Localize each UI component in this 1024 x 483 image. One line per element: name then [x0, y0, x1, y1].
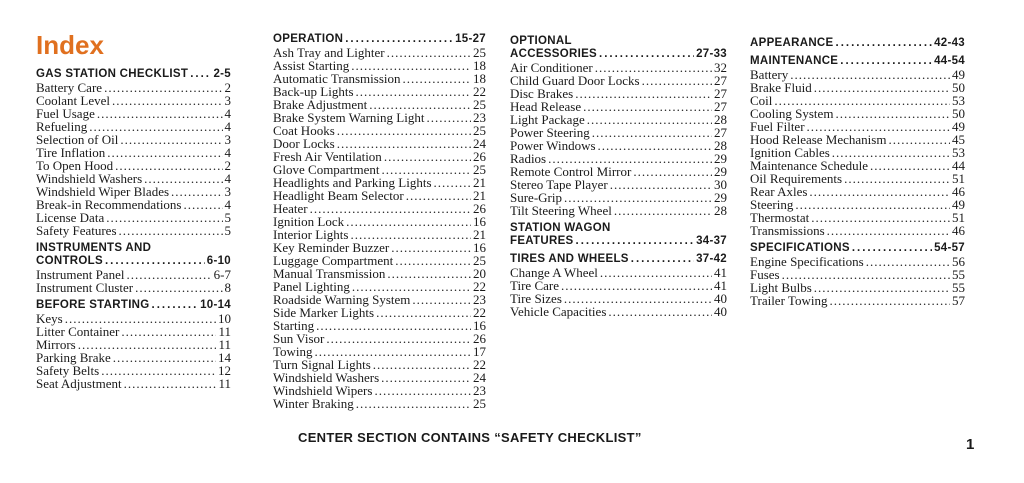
- index-entry-page: 4: [224, 119, 231, 134]
- section-header-label: BEFORE STARTING: [36, 299, 150, 311]
- section-header-pages: 34-37: [696, 235, 727, 247]
- leader-dots: [829, 294, 950, 307]
- index-entry-page: 11: [218, 337, 231, 352]
- index-entry-page: 49: [952, 197, 965, 212]
- index-entry-page: 6-7: [213, 267, 231, 282]
- leader-dots: [561, 279, 712, 292]
- index-entry-page: 29: [714, 190, 727, 205]
- index-entry-label: Sure-Grip: [510, 190, 562, 205]
- index-entry-page: 28: [714, 112, 727, 127]
- index-entry-page: 29: [714, 151, 727, 166]
- index-entry-label: Turn Signal Lights: [273, 357, 371, 372]
- index-entry-page: 51: [952, 171, 965, 186]
- leader-dots: [576, 235, 695, 248]
- section-header-pages: 2-5: [213, 68, 231, 80]
- index-entry-page: 17: [473, 344, 486, 359]
- index-entry-page: 25: [473, 97, 486, 112]
- index-entry-label: Steering: [750, 197, 794, 212]
- leader-dots: [326, 332, 471, 345]
- leader-dots: [190, 68, 211, 81]
- index-entry-page: 21: [473, 227, 486, 242]
- leader-dots: [121, 325, 216, 338]
- section-header: [750, 37, 965, 50]
- index-entry-label: Instrument Cluster: [36, 280, 134, 295]
- index-entry-label: Tire Care: [510, 278, 559, 293]
- index-entry-page: 16: [473, 318, 486, 333]
- index-column-1: [36, 68, 231, 390]
- leader-dots: [135, 281, 222, 294]
- leader-dots: [814, 81, 950, 94]
- section-header-line: STATION WAGON: [510, 222, 611, 234]
- index-entry-label: Windshield Washers: [36, 171, 143, 186]
- leader-dots: [795, 198, 950, 211]
- index-entry-label: Panel Lighting: [273, 279, 350, 294]
- leader-dots: [426, 111, 471, 124]
- index-entry-label: Tire Sizes: [510, 291, 562, 306]
- index-entry-page: 40: [714, 291, 727, 306]
- index-entry-page: 8: [224, 280, 231, 295]
- index-entry-page: 27: [714, 86, 727, 101]
- index-entry-label: Ash Tray and Lighter: [273, 45, 385, 60]
- index-entry-page: 55: [952, 280, 965, 295]
- leader-dots: [866, 255, 950, 268]
- index-entry-label: Break-in Recommendations: [36, 197, 182, 212]
- index-entry-page: 16: [473, 240, 486, 255]
- index-entry-label: Rear Axles: [750, 184, 808, 199]
- leader-dots: [126, 268, 211, 281]
- leader-dots: [598, 139, 712, 152]
- index-entry-page: 53: [952, 145, 965, 160]
- index-entry-page: 40: [714, 304, 727, 319]
- section-header-pages: 6-10: [206, 255, 231, 267]
- index-entry-label: Fuel Filter: [750, 119, 805, 134]
- leader-dots: [888, 133, 950, 146]
- leader-dots: [642, 74, 712, 87]
- index-entry-label: License Data: [36, 210, 105, 225]
- section-header-label: APPEARANCE: [750, 37, 834, 49]
- leader-dots: [844, 172, 950, 185]
- index-entry-page: 56: [952, 254, 965, 269]
- leader-dots: [346, 215, 471, 228]
- index-entry-label: Roadside Warning System: [273, 292, 411, 307]
- page-title: Index: [36, 30, 104, 60]
- index-entry-label: Battery: [750, 67, 789, 82]
- index-entry: [750, 81, 965, 94]
- index-entry-page: 55: [952, 267, 965, 282]
- index-entry: [273, 397, 486, 410]
- index-entry-page: 26: [473, 331, 486, 346]
- index-entry-page: 20: [473, 266, 486, 281]
- index-column-4: [750, 37, 965, 307]
- index-entry-page: 27: [714, 73, 727, 88]
- leader-dots: [97, 107, 223, 120]
- index-entry: [750, 224, 965, 237]
- index-entry-label: Windshield Wiper Blades: [36, 184, 170, 199]
- leader-dots: [381, 371, 471, 384]
- leader-dots: [835, 107, 950, 120]
- leader-dots: [395, 254, 471, 267]
- index-entry-page: 5: [224, 223, 231, 238]
- leader-dots: [610, 178, 712, 191]
- leader-dots: [575, 87, 712, 100]
- index-entry-label: Brake Fluid: [750, 80, 812, 95]
- leader-dots: [391, 241, 471, 254]
- section-header-label: SPECIFICATIONS: [750, 242, 850, 254]
- index-entry-page: 4: [224, 197, 231, 212]
- index-entry-label: Seat Adjustment: [36, 376, 122, 391]
- index-entry-page: 22: [473, 279, 486, 294]
- section-header: [510, 235, 727, 248]
- index-entry-page: 22: [473, 305, 486, 320]
- index-entry-label: Headlights and Parking Lights: [273, 175, 432, 190]
- leader-dots: [587, 113, 712, 126]
- leader-dots: [583, 100, 712, 113]
- index-entry-page: 28: [714, 203, 727, 218]
- index-entry-label: Ignition Lock: [273, 214, 345, 229]
- leader-dots: [406, 189, 471, 202]
- index-entry-label: Safety Belts: [36, 363, 100, 378]
- index-entry-page: 30: [714, 177, 727, 192]
- leader-dots: [614, 204, 712, 217]
- index-entry-page: 25: [473, 396, 486, 411]
- index-entry-label: Trailer Towing: [750, 293, 828, 308]
- index-entry-label: Coat Hooks: [273, 123, 335, 138]
- index-entry-page: 16: [473, 214, 486, 229]
- leader-dots: [600, 266, 712, 279]
- index-entry: [750, 255, 965, 268]
- index-entry-label: To Open Hood: [36, 158, 114, 173]
- index-entry-label: Refueling: [36, 119, 88, 134]
- page-number: 1: [966, 436, 975, 453]
- leader-dots: [870, 159, 950, 172]
- index-entry-label: Coolant Level: [36, 93, 111, 108]
- index-entry-page: 26: [473, 201, 486, 216]
- leader-dots: [403, 72, 472, 85]
- index-entry-page: 28: [714, 138, 727, 153]
- index-entry-label: Cooling System: [750, 106, 834, 121]
- index-entry-page: 49: [952, 119, 965, 134]
- index-entry-label: Towing: [273, 344, 313, 359]
- index-entry-page: 21: [473, 188, 486, 203]
- index-column-2: [273, 33, 486, 410]
- index-entry-label: Interior Lights: [273, 227, 349, 242]
- section-header-label: TIRES AND WHEELS: [510, 253, 629, 265]
- index-entry-page: 27: [714, 125, 727, 140]
- index-entry-label: Automatic Transmission: [273, 71, 401, 86]
- index-entry-label: Luggage Compartment: [273, 253, 394, 268]
- section-header-label: GAS STATION CHECKLIST: [36, 68, 189, 80]
- index-entry-page: 23: [473, 383, 486, 398]
- index-entry-page: 46: [952, 184, 965, 199]
- leader-dots: [387, 267, 471, 280]
- section-header-label: MAINTENANCE: [750, 55, 839, 67]
- index-entry-label: Mirrors: [36, 337, 76, 352]
- index-entry-page: 5: [224, 210, 231, 225]
- index-entry-page: 57: [952, 293, 965, 308]
- index-entry-page: 12: [218, 363, 231, 378]
- index-entry-label: Headlight Beam Selector: [273, 188, 404, 203]
- leader-dots: [373, 358, 471, 371]
- index-entry-label: Radios: [510, 151, 547, 166]
- index-entry-page: 32: [714, 60, 727, 75]
- section-header: [36, 299, 231, 312]
- section-header-pages: 27-33: [696, 48, 727, 60]
- leader-dots: [827, 224, 950, 237]
- index-entry-label: Safety Features: [36, 223, 117, 238]
- index-entry-page: 11: [218, 376, 231, 391]
- index-entry-label: Instrument Panel: [36, 267, 125, 282]
- section-header-pages: 42-43: [934, 37, 965, 49]
- leader-dots: [631, 253, 694, 266]
- leader-dots: [387, 46, 471, 59]
- leader-dots: [124, 377, 217, 390]
- index-entry-page: 18: [473, 71, 486, 86]
- index-entry: [36, 281, 231, 294]
- index-entry-label: Air Conditioner: [510, 60, 593, 75]
- index-entry-label: Remote Control Mirror: [510, 164, 632, 179]
- index-entry-page: 3: [224, 93, 231, 108]
- index-entry-label: Fuses: [750, 267, 780, 282]
- index-entry-label: Heater: [273, 201, 308, 216]
- index-entry-page: 18: [473, 58, 486, 73]
- leader-dots: [107, 146, 222, 159]
- leader-dots: [316, 319, 471, 332]
- section-header-label: CONTROLS: [36, 255, 103, 267]
- index-entry-label: Thermostat: [750, 210, 810, 225]
- section-header-pages: 37-42: [696, 253, 727, 265]
- index-entry-label: Glove Compartment: [273, 162, 380, 177]
- index-entry-page: 46: [952, 223, 965, 238]
- index-entry-label: Transmissions: [750, 223, 825, 238]
- leader-dots: [376, 306, 471, 319]
- index-entry-page: 11: [218, 324, 231, 339]
- footer-note: CENTER SECTION CONTAINS “SAFETY CHECKLIST”: [298, 430, 642, 445]
- index-entry-label: Brake System Warning Light: [273, 110, 425, 125]
- index-entry-page: 22: [473, 84, 486, 99]
- leader-dots: [384, 150, 471, 163]
- leader-dots: [852, 242, 932, 255]
- index-entry-label: Light Bulbs: [750, 280, 812, 295]
- index-entry-label: Assist Starting: [273, 58, 350, 73]
- index-entry-page: 25: [473, 45, 486, 60]
- index-entry-label: Fresh Air Ventilation: [273, 149, 382, 164]
- leader-dots: [412, 293, 471, 306]
- section-header-label: ACCESSORIES: [510, 48, 598, 60]
- index-entry-page: 3: [224, 132, 231, 147]
- section-header-pages: 15-27: [455, 33, 486, 45]
- index-entry-label: Coil: [750, 93, 773, 108]
- index-entry-page: 51: [952, 210, 965, 225]
- leader-dots: [374, 384, 471, 397]
- index-entry-page: 3: [224, 184, 231, 199]
- index-entry-label: Selection of Oil: [36, 132, 119, 147]
- index-entry: [510, 204, 727, 217]
- index-entry-label: Litter Container: [36, 324, 120, 339]
- index-entry-label: Windshield Wipers: [273, 383, 373, 398]
- index-entry-label: Power Steering: [510, 125, 590, 140]
- leader-dots: [633, 165, 712, 178]
- index-entry-label: Key Reminder Buzzer: [273, 240, 390, 255]
- section-header-line: INSTRUMENTS AND: [36, 242, 152, 254]
- index-entry-page: 24: [473, 370, 486, 385]
- leader-dots: [152, 299, 199, 312]
- index-entry-page: 24: [473, 136, 486, 151]
- index-entry-label: Parking Brake: [36, 350, 111, 365]
- index-entry-label: Side Marker Lights: [273, 305, 375, 320]
- index-entry-page: 23: [473, 292, 486, 307]
- leader-dots: [599, 48, 694, 61]
- leader-dots: [836, 37, 933, 50]
- leader-dots: [840, 55, 932, 68]
- index-entry-label: Starting: [273, 318, 315, 333]
- leader-dots: [592, 126, 712, 139]
- leader-dots: [356, 85, 471, 98]
- leader-dots: [811, 211, 950, 224]
- section-header-pages: 44-54: [934, 55, 965, 67]
- index-entry-page: 41: [714, 265, 727, 280]
- index-entry-page: 4: [224, 145, 231, 160]
- leader-dots: [608, 305, 712, 318]
- index-entry-label: Change A Wheel: [510, 265, 598, 280]
- index-entry-label: Winter Braking: [273, 396, 354, 411]
- index-entry-label: Power Windows: [510, 138, 596, 153]
- index-entry-label: Door Locks: [273, 136, 335, 151]
- index-entry-page: 25: [473, 123, 486, 138]
- index-entry-page: 26: [473, 149, 486, 164]
- index-entry-page: 25: [473, 253, 486, 268]
- index-entry-label: Brake Adjustment: [273, 97, 368, 112]
- index-entry-page: 27: [714, 99, 727, 114]
- leader-dots: [184, 198, 223, 211]
- section-header-line: OPTIONAL: [510, 35, 572, 47]
- index-entry-label: Maintenance Schedule: [750, 158, 869, 173]
- index-entry-page: 2: [224, 80, 231, 95]
- section-header-pages: 10-14: [200, 299, 231, 311]
- leader-dots: [337, 124, 471, 137]
- index-entry-page: 45: [952, 132, 965, 147]
- index-entry-page: 50: [952, 106, 965, 121]
- leader-dots: [790, 68, 950, 81]
- index-entry: [510, 305, 727, 318]
- leader-dots: [434, 176, 471, 189]
- index-entry-label: Ignition Cables: [750, 145, 830, 160]
- section-header-label: FEATURES: [510, 235, 574, 247]
- index-entry-label: Vehicle Capacities: [510, 304, 607, 319]
- index-entry-page: 53: [952, 93, 965, 108]
- index-entry-label: Fuel Usage: [36, 106, 95, 121]
- index-entry-page: 41: [714, 278, 727, 293]
- index-entry-label: Disc Brakes: [510, 86, 574, 101]
- index-entry-label: Engine Specifications: [750, 254, 864, 269]
- index-entry-page: 23: [473, 110, 486, 125]
- index-entry: [750, 294, 965, 307]
- index-entry-page: 49: [952, 67, 965, 82]
- leader-dots: [104, 81, 222, 94]
- index-entry-label: Manual Transmission: [273, 266, 386, 281]
- leader-dots: [120, 133, 222, 146]
- index-entry-label: Battery Care: [36, 80, 103, 95]
- index-entry: [36, 224, 231, 237]
- section-header-label: OPERATION: [273, 33, 344, 45]
- index-entry-page: 29: [714, 164, 727, 179]
- leader-dots: [809, 185, 950, 198]
- index-entry-label: Sun Visor: [273, 331, 325, 346]
- index-entry-label: Stereo Tape Player: [510, 177, 608, 192]
- index-entry-label: Windshield Washers: [273, 370, 380, 385]
- index-entry-label: Back-up Lights: [273, 84, 354, 99]
- index-entry-label: Light Package: [510, 112, 585, 127]
- index-entry-page: 44: [952, 158, 965, 173]
- index-entry-page: 2: [224, 158, 231, 173]
- index-entry-page: 25: [473, 162, 486, 177]
- leader-dots: [814, 281, 950, 294]
- index-entry-page: 14: [218, 350, 231, 365]
- index-entry-label: Tilt Steering Wheel: [510, 203, 612, 218]
- index-entry-page: 4: [224, 106, 231, 121]
- leader-dots: [106, 211, 222, 224]
- index-entry-label: Hood Release Mechanism: [750, 132, 887, 147]
- index-entry-label: Child Guard Door Locks: [510, 73, 640, 88]
- index-entry: [36, 377, 231, 390]
- index-entry-page: 10: [218, 311, 231, 326]
- index-column-3: [510, 35, 727, 318]
- index-entry-page: 4: [224, 171, 231, 186]
- index-entry-page: 50: [952, 80, 965, 95]
- leader-dots: [112, 94, 222, 107]
- section-header-pages: 54-57: [934, 242, 965, 254]
- leader-dots: [356, 397, 471, 410]
- index-entry-label: Head Release: [510, 99, 582, 114]
- index-entry-label: Oil Requirements: [750, 171, 843, 186]
- leader-dots: [113, 351, 216, 364]
- index-entry-label: Keys: [36, 311, 63, 326]
- index-entry-page: 22: [473, 357, 486, 372]
- index-entry-page: 21: [473, 175, 486, 190]
- index-entry-label: Tire Inflation: [36, 145, 106, 160]
- leader-dots: [119, 224, 223, 237]
